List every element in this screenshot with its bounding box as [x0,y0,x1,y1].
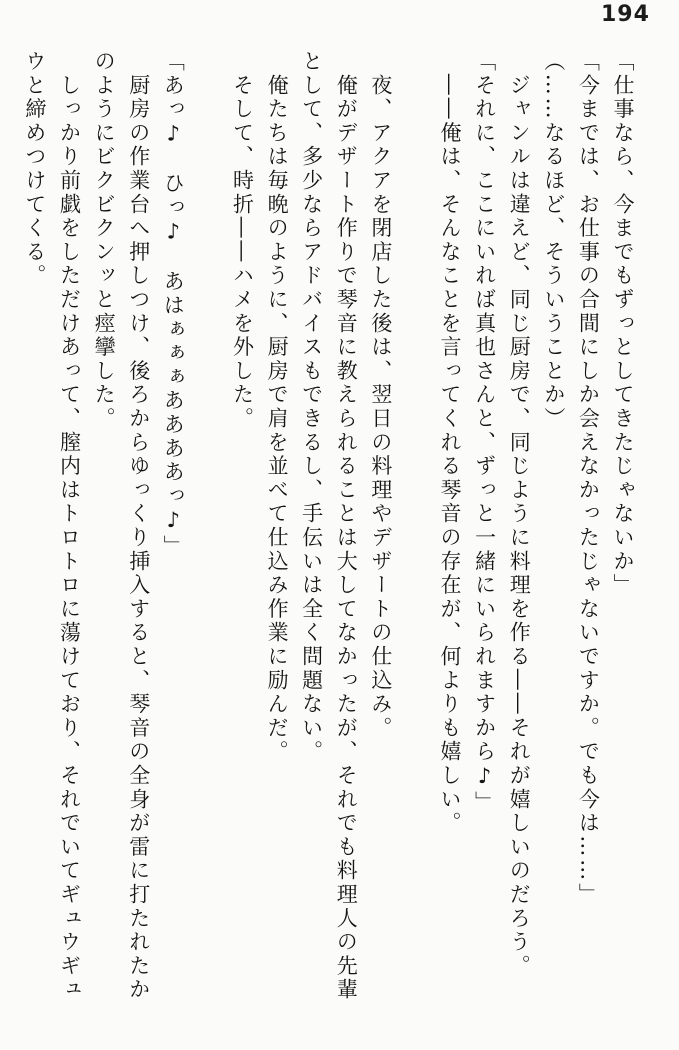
paragraph-dialogue: 「あっ♪ ひっ♪ あはぁぁぁああああっ♪」 [161,50,186,559]
paragraph-narration: そして、時折――ハメを外した。 [230,50,255,431]
paragraph-dialogue: 「それに、ここにいれば真也さんと、ずっと一緒にいられますから♪」 [472,50,497,815]
page-number: 194 [601,2,650,27]
blank-line [190,50,225,1008]
paragraph-narration: 俺がデザート作りで琴音に教えられることは大してなかったが、それでも料理人の先輩として、多少ならアドバイスもできるし、手伝いは全く問題ない。 [299,50,359,1002]
paragraph-dialogue: 「今までは、お仕事の合間にしか会えなかったじゃないですか。でも今は……」 [576,50,601,907]
paragraph-narration: 厨房の作業台へ押しつけ、後ろからゆっくり挿入すると、琴音の全身が雷に打たれたかのようにビクビクンッと痙攣した。 [92,50,151,1002]
paragraph-narration: ――俺は、そんなことを言ってくれる琴音の存在が、何よりも嬉しい。 [438,50,463,836]
paragraph-thought: （……なるほど、そういうことか） [541,50,566,431]
paragraph-narration: ジャンルは違えど、同じ厨房で、同じように料理を作る――それが嬉しいのだろう。 [507,50,532,979]
paragraph-narration: 夜、アクアを閉店した後は、翌日の料理やデザートの仕込み。 [368,50,393,741]
paragraph-narration: 俺たちは毎晩のように、厨房で肩を並べて仕込み作業に励んだ。 [265,50,290,764]
paragraph-narration: しっかり前戯をしただけあって、膣内はトロトロに蕩けており、それでいてギュウギュウと締めつけてくる。 [22,50,82,1002]
novel-text-body [17,50,640,1008]
blank-line [398,50,433,1008]
paragraph-dialogue: 「仕事なら、今までもずっとしてきたじゃないか」 [611,50,635,598]
